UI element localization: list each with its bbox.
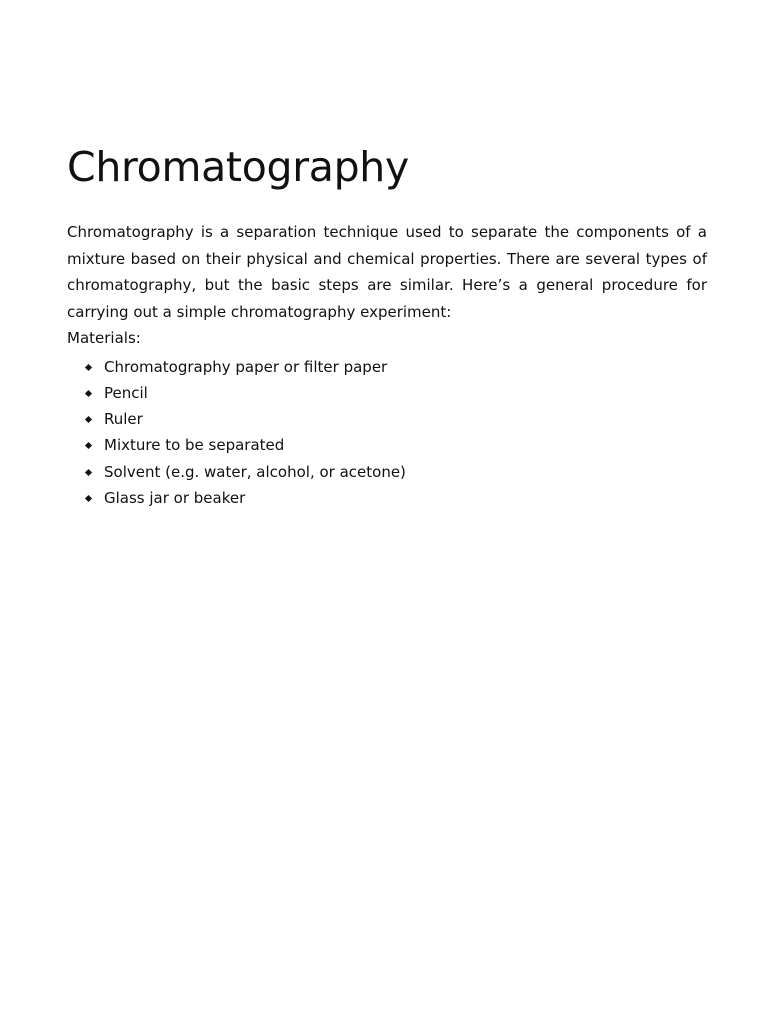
list-item-text: Solvent (e.g. water, alcohol, or acetone) [104, 462, 406, 481]
list-item-text: Glass jar or beaker [104, 488, 246, 507]
diamond-bullet-icon [85, 416, 92, 423]
list-item [67, 406, 707, 432]
diamond-bullet-icon [85, 469, 92, 476]
document-content [67, 140, 707, 511]
list-item-text: Pencil [104, 383, 148, 402]
list-item [67, 354, 707, 380]
list-item-text: Ruler [104, 410, 143, 429]
materials-list [67, 354, 707, 512]
materials-label: Materials: [67, 329, 141, 347]
list-item [67, 432, 707, 458]
page-title: Chromatography [67, 143, 409, 191]
list-item-text: Chromatography paper or filter paper [104, 357, 388, 376]
intro-paragraph: Chromatography is a separation technique used to separate the components of a mixture based on their physical and chemical properties. There are several types of chromatography, but the basic steps are similar. Here’s a general procedure for carrying out a simple chromatography experiment: [67, 223, 707, 321]
diamond-bullet-icon [85, 442, 92, 449]
diamond-bullet-icon [85, 363, 92, 370]
diamond-bullet-icon [85, 495, 92, 502]
list-item-text: Mixture to be separated [104, 436, 285, 455]
list-item [67, 459, 707, 485]
diamond-bullet-icon [85, 390, 92, 397]
list-item [67, 380, 707, 406]
list-item [67, 485, 707, 511]
